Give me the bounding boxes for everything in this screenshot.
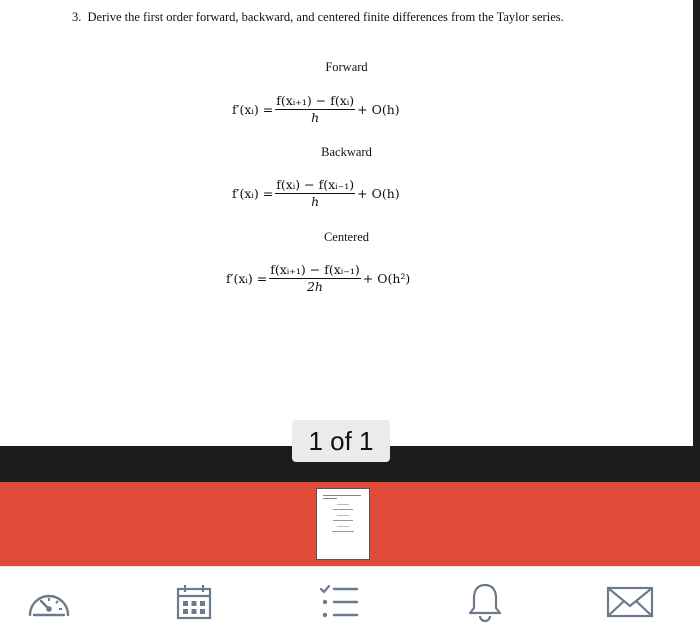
backward-equation bbox=[232, 178, 400, 209]
backward-lhs: f′(xᵢ) = bbox=[232, 186, 274, 201]
page-indicator: 1 of 1 bbox=[292, 420, 390, 462]
forward-fraction bbox=[275, 94, 355, 125]
tab-dashboard[interactable] bbox=[22, 581, 76, 623]
calendar-icon bbox=[174, 582, 214, 622]
centered-error-term: + O(h²) bbox=[362, 271, 411, 286]
forward-error-term: + O(h) bbox=[357, 102, 400, 117]
forward-equation bbox=[232, 94, 400, 125]
forward-lhs: f′(xᵢ) = bbox=[232, 102, 274, 117]
bottom-tab-bar bbox=[0, 566, 700, 640]
question-body: Derive the first order forward, backward, and centered finite differences from the Taylor series. bbox=[87, 10, 564, 24]
question-number: 3. bbox=[72, 10, 82, 24]
backward-denominator: h bbox=[311, 194, 320, 209]
centered-lhs: f′(xᵢ) = bbox=[226, 271, 268, 286]
section-title-centered: Centered bbox=[323, 230, 370, 244]
tab-notifications[interactable] bbox=[458, 581, 512, 623]
tab-mail[interactable] bbox=[603, 581, 657, 623]
centered-numerator: f(xᵢ₊₁) − f(xᵢ₋₁) bbox=[270, 262, 360, 277]
forward-denominator: h bbox=[311, 110, 320, 125]
dashboard-gauge-icon bbox=[24, 585, 74, 619]
backward-fraction bbox=[275, 178, 355, 209]
forward-numerator: f(xᵢ₊₁) − f(xᵢ) bbox=[276, 93, 355, 108]
tab-calendar[interactable] bbox=[167, 581, 221, 623]
document-edge bbox=[693, 0, 700, 446]
page-thumbnail[interactable] bbox=[316, 488, 370, 560]
backward-error-term: + O(h) bbox=[357, 186, 400, 201]
centered-equation bbox=[226, 263, 410, 294]
bell-icon bbox=[465, 581, 505, 623]
backward-numerator: f(xᵢ) − f(xᵢ₋₁) bbox=[276, 177, 355, 192]
centered-fraction bbox=[269, 263, 361, 294]
tab-checklist[interactable] bbox=[312, 581, 366, 623]
question-text bbox=[72, 10, 592, 25]
checklist-icon bbox=[317, 582, 361, 622]
section-title-backward: Backward bbox=[321, 145, 372, 159]
mail-icon bbox=[605, 584, 655, 620]
section-title-forward: Forward bbox=[325, 60, 368, 74]
centered-denominator: 2h bbox=[306, 279, 323, 294]
